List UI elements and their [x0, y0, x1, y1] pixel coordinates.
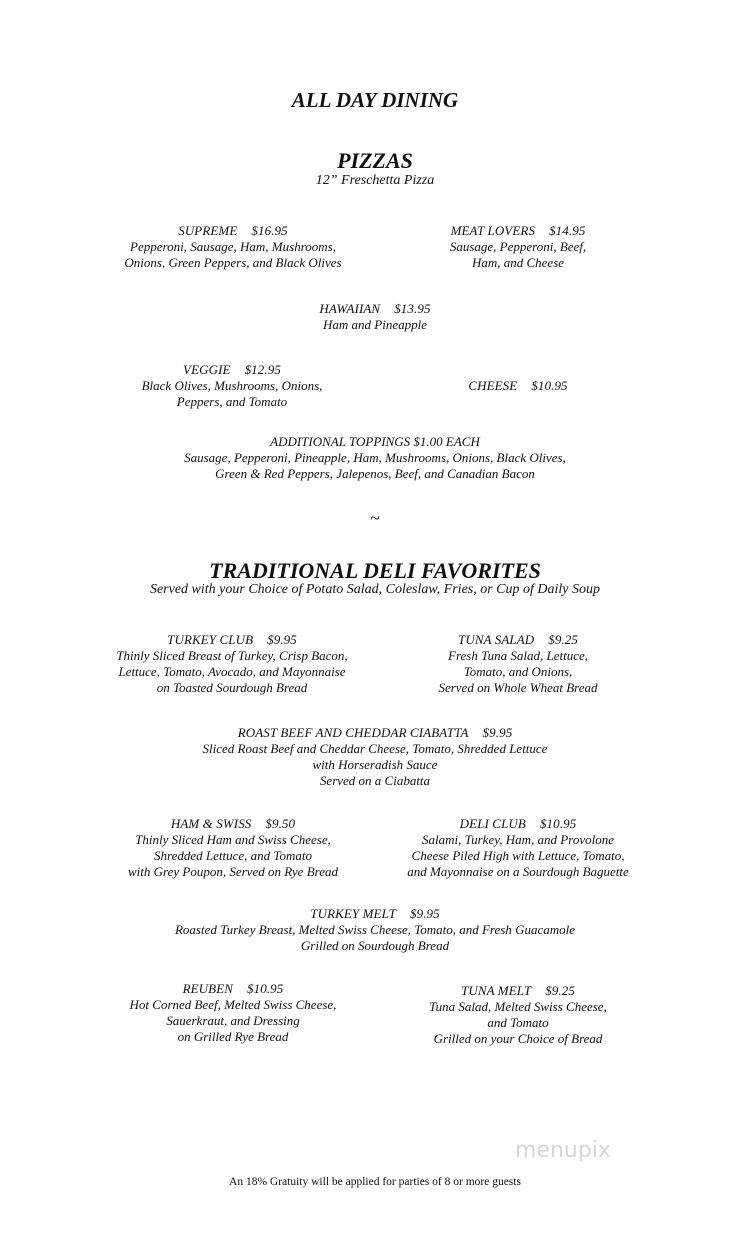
item-desc-line: with Grey Poupon, Served on Rye Bread — [128, 864, 338, 879]
item-name: DELI CLUB — [459, 816, 526, 831]
item-desc-line: Onions, Green Peppers, and Black Olives — [124, 255, 342, 270]
item-desc-line: Grilled on your Choice of Bread — [433, 1031, 603, 1046]
menu-item-meat-lovers — [418, 223, 618, 271]
item-desc-line: Cheese Piled High with Lettuce, Tomato, — [411, 848, 625, 863]
item-price: $10.95 — [247, 981, 284, 996]
item-desc-line: Lettuce, Tomato, Avocado, and Mayonnaise — [118, 664, 346, 679]
item-desc-line: Thinly Sliced Breast of Turkey, Crisp Bacon, — [116, 648, 348, 663]
item-desc-line: Salami, Turkey, Ham, and Provolone — [422, 832, 614, 847]
menu-item-turkey-club — [92, 632, 372, 696]
item-price: $9.95 — [482, 725, 513, 740]
item-desc-line: Pepperoni, Sausage, Ham, Mushrooms, — [130, 239, 336, 254]
menu-item-roast-beef — [0, 725, 750, 789]
item-price: $16.95 — [251, 223, 288, 238]
item-name: SUPREME — [178, 223, 238, 238]
item-desc-line: Served on a Ciabatta — [319, 773, 431, 788]
item-desc-line: on Toasted Sourdough Bread — [156, 680, 308, 695]
item-desc-line: Tuna Salad, Melted Swiss Cheese, — [429, 999, 607, 1014]
pizzas-subtitle: 12” Freschetta Pizza — [315, 173, 435, 188]
item-name: TURKEY CLUB — [167, 632, 254, 647]
pizzas-heading: PIZZAS — [337, 148, 413, 173]
item-name: TUNA MELT — [461, 983, 532, 998]
item-name: CHEESE — [468, 378, 518, 393]
item-name: MEAT LOVERS — [450, 223, 536, 238]
menu-item-deli-club — [388, 816, 648, 880]
item-price: $13.95 — [394, 301, 431, 316]
item-name: HAWAIIAN — [319, 301, 381, 316]
item-price: $14.95 — [549, 223, 586, 238]
item-name: HAM & SWISS — [170, 816, 252, 831]
item-desc-line: on Grilled Rye Bread — [177, 1029, 289, 1044]
item-desc-line: with Horseradish Sauce — [312, 757, 438, 772]
menu-item-turkey-melt — [0, 906, 750, 954]
item-desc-line: Ham and Pineapple — [323, 317, 427, 332]
item-name: TUNA SALAD — [458, 632, 535, 647]
item-desc-line: Sausage, Pepperoni, Beef, — [449, 239, 587, 254]
item-desc-line: and Tomato — [487, 1015, 549, 1030]
additional-toppings — [0, 434, 750, 482]
item-desc-line: Sauerkraut, and Dressing — [166, 1013, 300, 1028]
toppings-line: Green & Red Peppers, Jalepenos, Beef, and Canadian Bacon — [215, 466, 535, 481]
item-desc-line: Grilled on Sourdough Bread — [300, 938, 450, 953]
item-desc-line: Thinly Sliced Ham and Swiss Cheese, — [135, 832, 331, 847]
watermark-logo: menupix — [515, 1138, 611, 1163]
deli-heading: TRADITIONAL DELI FAVORITES — [209, 558, 541, 583]
menu-item-ham-swiss — [102, 816, 364, 880]
menu-item-cheese — [428, 378, 608, 394]
item-price: $9.95 — [409, 906, 440, 921]
menu-item-veggie — [122, 362, 342, 410]
item-price: $9.25 — [545, 983, 575, 998]
item-name: REUBEN — [182, 981, 234, 996]
deli-subtitle: Served with your Choice of Potato Salad, Coleslaw, Fries, or Cup of Daily Soup — [149, 582, 601, 597]
item-desc-line: and Mayonnaise on a Sourdough Baguette — [407, 864, 629, 879]
item-desc-line: Fresh Tuna Salad, Lettuce, — [448, 648, 588, 663]
item-price: $10.95 — [531, 378, 568, 393]
menu-item-hawaiian — [275, 301, 475, 333]
toppings-heading: ADDITIONAL TOPPINGS $1.00 EACH — [270, 434, 480, 449]
item-desc-line: Served on Whole Wheat Bread — [438, 680, 598, 695]
menu-item-tuna-melt — [408, 983, 628, 1047]
menu-item-reuben — [102, 981, 364, 1045]
page-title: ALL DAY DINING — [291, 88, 459, 112]
item-name: VEGGIE — [183, 362, 231, 377]
toppings-line: Sausage, Pepperoni, Pineapple, Ham, Mushrooms, Onions, Black Olives, — [184, 450, 566, 465]
menu-item-tuna-salad — [418, 632, 618, 696]
item-price: $9.25 — [548, 632, 578, 647]
item-price: $10.95 — [539, 816, 577, 831]
item-name: ROAST BEEF AND CHEDDAR CIABATTA — [237, 725, 469, 740]
item-name: TURKEY MELT — [310, 906, 396, 921]
item-desc-line: Roasted Turkey Breast, Melted Swiss Cheese, Tomato, and Fresh Guacamole — [174, 922, 576, 937]
item-price: $9.50 — [265, 816, 296, 831]
item-desc-line: Black Olives, Mushrooms, Onions, — [141, 378, 323, 393]
section-divider: ~ — [370, 508, 380, 528]
item-price: $9.95 — [267, 632, 297, 647]
menu-item-supreme — [102, 223, 364, 271]
item-price: $12.95 — [244, 362, 281, 377]
item-desc-line: Peppers, and Tomato — [176, 394, 288, 409]
item-desc-line: Hot Corned Beef, Melted Swiss Cheese, — [129, 997, 337, 1012]
item-desc-line: Tomato, and Onions, — [463, 664, 573, 679]
item-desc-line: Sliced Roast Beef and Cheddar Cheese, Tomato, Shredded Lettuce — [202, 741, 548, 756]
item-desc-line: Shredded Lettuce, and Tomato — [154, 848, 312, 863]
gratuity-note: An 18% Gratuity will be applied for parties of 8 or more guests — [229, 1176, 521, 1188]
item-desc-line: Ham, and Cheese — [471, 255, 565, 270]
